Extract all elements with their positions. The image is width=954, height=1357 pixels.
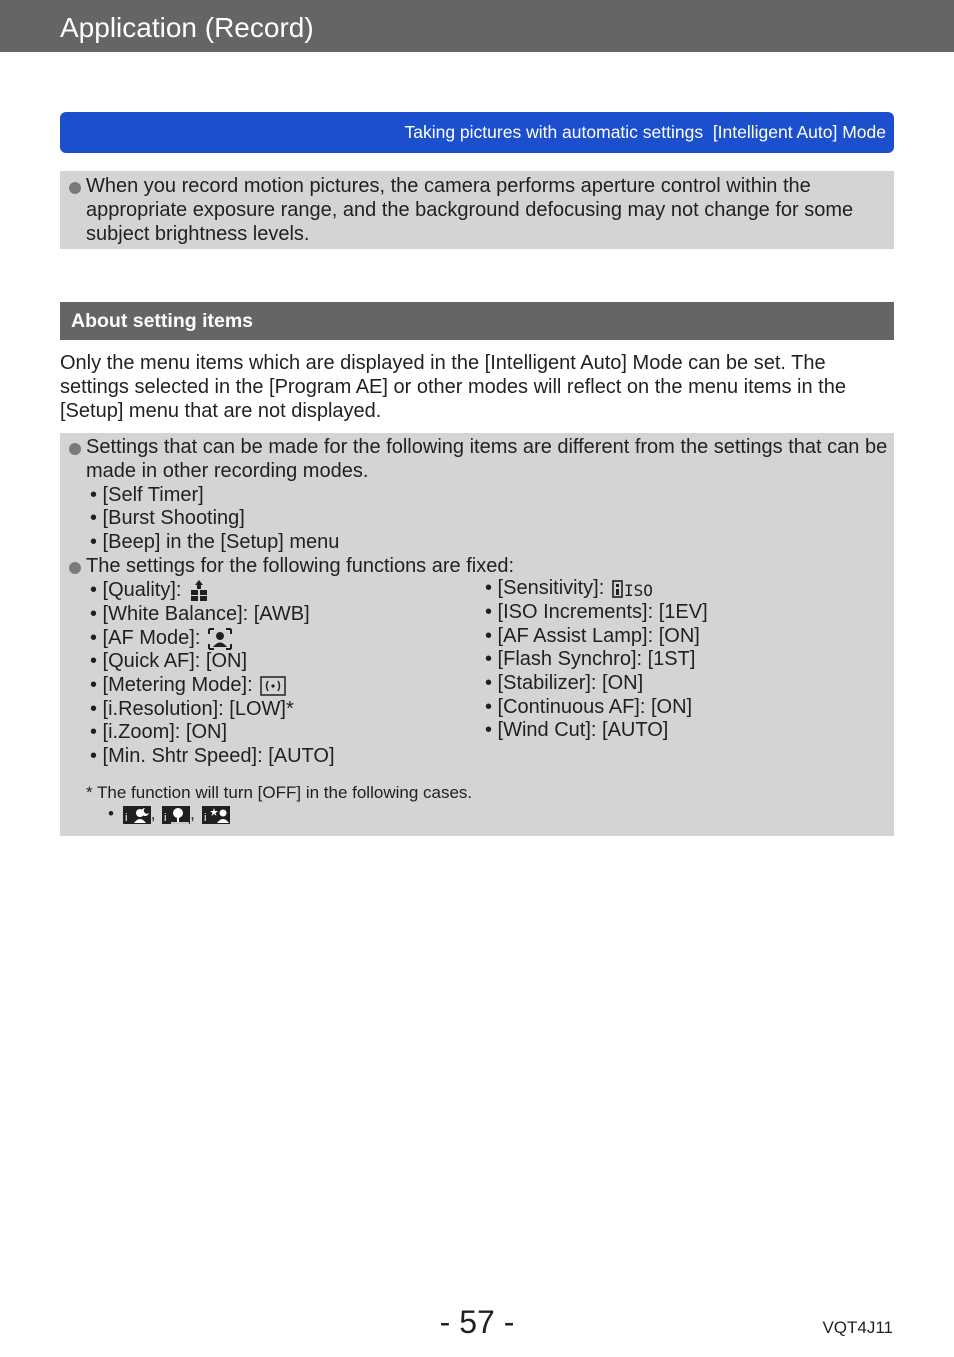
fixed-item: • [White Balance]: [AWB] [90,603,310,625]
page-header [0,0,954,52]
svg-text:i: i [164,811,167,824]
bullet-icon [69,443,81,455]
separator-comma: , [150,804,156,823]
fixed-item-label: • [AF Mode]: [90,627,201,649]
list-item: • [Self Timer] [90,484,204,506]
face-detection-icon [208,628,232,650]
fixed-item: • [AF Assist Lamp]: [ON] [485,625,700,647]
fixed-item: • [Wind Cut]: [AUTO] [485,719,669,741]
metering-multiple-icon [260,676,286,696]
fixed-item: • [ISO Increments]: [1EV] [485,601,708,623]
note-settings-text-1: Settings that can be made for the following items are different from the settings that can be made in other recording modes. [86,436,888,482]
fixed-item: • [Continuous AF]: [ON] [485,696,693,718]
svg-text:i: i [203,811,207,824]
night-portrait-mode-icon [123,806,151,824]
note-settings-text-2: The settings for the following functions are fixed: [86,555,515,577]
fixed-item-quality [90,579,209,603]
intro-paragraph: Only the menu items which are displayed in the [Intelligent Auto] Mode can be set. The settings selected in the [Program AE] or other modes will reflect on the menu items in the [Setup] menu that are not displayed. [60,352,846,422]
breadcrumb-label: Taking pictures with automatic settings [Intelligent Auto] Mode [404,122,886,142]
separator-comma: , [190,804,195,823]
intelligent-iso-icon [612,579,654,599]
handheld-night-mode-icon [202,806,230,824]
note-box-motion [60,171,894,249]
fixed-item-metering [90,674,286,698]
breadcrumb-bar[interactable] [60,112,894,153]
note-box-settings [60,433,894,836]
section-heading [60,302,894,340]
bullet-icon [69,562,81,574]
svg-text:i: i [124,811,128,824]
bullet-icon [69,182,81,194]
fixed-item-sensitivity [485,577,654,601]
document-code: VQT4J11 [822,1318,893,1337]
fixed-item: • [Min. Shtr Speed]: [AUTO] [90,745,335,767]
fixed-item-label: • [Metering Mode]: [90,674,253,696]
footnote-mode-list [108,803,230,825]
fixed-item: • [Stabilizer]: [ON] [485,672,644,694]
page-number: - 57 - [439,1304,515,1340]
section-title: About setting items [71,309,254,332]
fixed-item-af-mode [90,627,232,651]
fixed-item-label: • [Sensitivity]: [485,577,605,599]
fixed-item: • [Quick AF]: [ON] [90,650,248,672]
note-settings-bullet-1 [60,436,896,484]
fixed-item-label: • [Quality]: [90,579,182,601]
note-motion-paragraph [60,175,886,246]
list-item: • [Beep] in the [Setup] menu [90,531,340,553]
fixed-item: • [i.Resolution]: [LOW]* [90,698,294,720]
fixed-item: • [i.Zoom]: [ON] [90,721,228,743]
note-settings-bullet-2 [60,555,896,579]
night-scenery-mode-icon [162,806,190,824]
note-motion-text: When you record motion pictures, the camera performs aperture control within the appropriate exposure range, and the background defocusing may not change for some subject brightness levels. [86,175,854,245]
quality-icon [189,580,209,602]
footnote-bullet: • [108,804,114,823]
svg-text:ISO: ISO [623,580,653,599]
list-item: • [Burst Shooting] [90,507,245,529]
footnote: * The function will turn [OFF] in the following cases. [86,783,473,802]
page-title: Application (Record) [60,12,314,43]
fixed-item: • [Flash Synchro]: [1ST] [485,648,696,670]
